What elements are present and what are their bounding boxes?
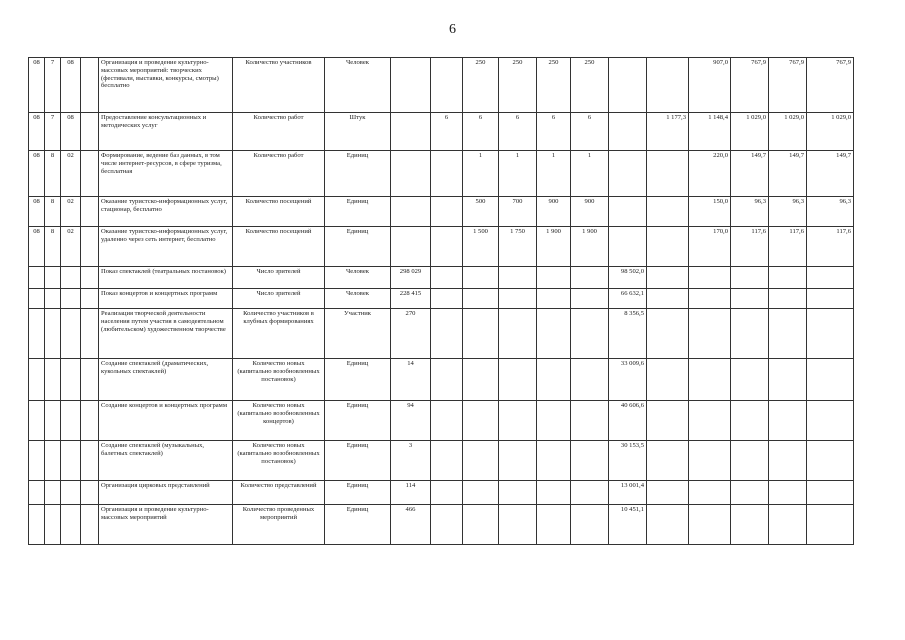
table-cell: 1 750 <box>499 227 537 267</box>
table-cell: 149,7 <box>731 151 769 197</box>
table-cell <box>391 58 431 113</box>
table-cell <box>807 359 854 401</box>
table-cell: Количество новых (капитально возобновленных концертов) <box>233 401 325 441</box>
table-cell: Единиц <box>325 505 391 545</box>
table-cell <box>431 197 463 227</box>
table-cell <box>29 267 45 289</box>
table-cell <box>647 481 689 505</box>
table-cell: Показ спектаклей (театральных постановок) <box>99 267 233 289</box>
table-cell: 08 <box>29 227 45 267</box>
table-cell <box>463 481 499 505</box>
table-cell: 907,0 <box>689 58 731 113</box>
table-cell: Штук <box>325 113 391 151</box>
table-cell <box>431 267 463 289</box>
table-cell <box>647 359 689 401</box>
table-cell: 250 <box>571 58 609 113</box>
table-cell <box>609 113 647 151</box>
table-cell <box>689 309 731 359</box>
table-cell <box>689 359 731 401</box>
table-cell: Организация и проведение культурно-массовых мероприятий <box>99 505 233 545</box>
table-cell <box>647 151 689 197</box>
budget-table <box>28 57 854 545</box>
table-cell <box>731 401 769 441</box>
table-cell <box>807 401 854 441</box>
table-cell <box>647 289 689 309</box>
table-cell: 02 <box>61 197 81 227</box>
table-cell <box>45 401 61 441</box>
table-cell: 250 <box>537 58 571 113</box>
table-cell: 150,0 <box>689 197 731 227</box>
table-cell <box>463 401 499 441</box>
table-cell: Количество работ <box>233 151 325 197</box>
table-cell <box>61 481 81 505</box>
table-row <box>29 309 854 359</box>
table-cell <box>463 309 499 359</box>
table-cell <box>571 289 609 309</box>
table-cell: 02 <box>61 151 81 197</box>
table-cell <box>769 401 807 441</box>
page-number: 6 <box>449 22 456 37</box>
table-cell <box>609 227 647 267</box>
table-cell: Единиц <box>325 481 391 505</box>
table-cell: Количество участников в клубных формированиях <box>233 309 325 359</box>
table-cell: 117,6 <box>731 227 769 267</box>
table-cell <box>45 267 61 289</box>
table-row <box>29 441 854 481</box>
table-cell <box>537 267 571 289</box>
table-row <box>29 267 854 289</box>
table-cell <box>647 441 689 481</box>
table-cell <box>609 197 647 227</box>
table-cell <box>29 441 45 481</box>
table-cell: 6 <box>431 113 463 151</box>
table-cell: 08 <box>29 58 45 113</box>
table-cell: 96,3 <box>807 197 854 227</box>
table-cell: Количество новых (капитально возобновленных постановок) <box>233 359 325 401</box>
table-cell <box>431 359 463 401</box>
table-cell: 7 <box>45 113 61 151</box>
table-cell: 6 <box>463 113 499 151</box>
table-cell <box>807 267 854 289</box>
table-cell: Число зрителей <box>233 267 325 289</box>
table-cell <box>81 401 99 441</box>
table-row <box>29 505 854 545</box>
table-cell <box>61 401 81 441</box>
table-cell <box>29 505 45 545</box>
table-cell <box>81 197 99 227</box>
table-cell <box>463 289 499 309</box>
table-cell: 149,7 <box>769 151 807 197</box>
table-cell <box>537 309 571 359</box>
table-cell: Создание спектаклей (драматических, кукольных спектаклей) <box>99 359 233 401</box>
table-cell: Количество участников <box>233 58 325 113</box>
table-cell: Единиц <box>325 441 391 481</box>
table-cell: 40 606,6 <box>609 401 647 441</box>
table-cell <box>45 359 61 401</box>
table-cell: Реализация творческой деятельности населения путем участия в самодеятельном (любительском) художественном творчестве <box>99 309 233 359</box>
table-cell <box>571 441 609 481</box>
table-cell <box>769 481 807 505</box>
table-row <box>29 481 854 505</box>
table-cell: Организация и проведение культурно-массовых мероприятий: творческих (фестивали, выставки, конкурсы, смотры) бесплатно <box>99 58 233 113</box>
table-cell: Оказание туристско-информационных услуг, стационар, бесплатно <box>99 197 233 227</box>
table-cell: 6 <box>571 113 609 151</box>
table-cell <box>81 58 99 113</box>
table-cell <box>647 309 689 359</box>
table-cell <box>61 289 81 309</box>
table-row <box>29 197 854 227</box>
table-cell <box>499 289 537 309</box>
table-cell: Человек <box>325 267 391 289</box>
table-cell: Единиц <box>325 227 391 267</box>
table-cell <box>769 289 807 309</box>
table-cell: 08 <box>61 113 81 151</box>
table-cell <box>499 267 537 289</box>
table-cell <box>391 227 431 267</box>
table-cell: 08 <box>29 197 45 227</box>
table-cell: 114 <box>391 481 431 505</box>
table-cell: Количество представлений <box>233 481 325 505</box>
table-cell: 08 <box>29 113 45 151</box>
table-cell <box>807 505 854 545</box>
table-cell <box>61 267 81 289</box>
table-cell <box>731 359 769 401</box>
table-cell <box>807 309 854 359</box>
table-cell: Оказание туристско-информационных услуг, удаленно через сеть интернет, бесплатно <box>99 227 233 267</box>
table-cell <box>391 113 431 151</box>
table-cell <box>537 289 571 309</box>
table-cell <box>29 359 45 401</box>
table-cell <box>769 359 807 401</box>
table-cell: 1 <box>537 151 571 197</box>
table-cell: 10 451,1 <box>609 505 647 545</box>
table-cell: Количество новых (капитально возобновленных постановок) <box>233 441 325 481</box>
table-cell: Количество работ <box>233 113 325 151</box>
table-cell <box>431 441 463 481</box>
table-cell: Число зрителей <box>233 289 325 309</box>
table-cell <box>61 505 81 545</box>
table-cell: 1 900 <box>537 227 571 267</box>
table-cell <box>499 309 537 359</box>
table-cell <box>571 359 609 401</box>
table-cell: 500 <box>463 197 499 227</box>
table-cell <box>689 441 731 481</box>
table-cell <box>731 441 769 481</box>
table-cell: 466 <box>391 505 431 545</box>
table-cell <box>571 267 609 289</box>
table-cell: 170,0 <box>689 227 731 267</box>
table-cell: 1 148,4 <box>689 113 731 151</box>
table-cell: 117,6 <box>807 227 854 267</box>
table-cell <box>499 401 537 441</box>
table-cell: 08 <box>29 151 45 197</box>
table-cell: 08 <box>61 58 81 113</box>
table-cell: Количество посещений <box>233 197 325 227</box>
table-row <box>29 227 854 267</box>
table-row <box>29 359 854 401</box>
table-cell: 66 632,1 <box>609 289 647 309</box>
table-cell: Показ концертов и концертных программ <box>99 289 233 309</box>
table-cell <box>81 359 99 401</box>
table-cell <box>647 197 689 227</box>
table-cell <box>499 505 537 545</box>
table-cell <box>463 359 499 401</box>
table-cell <box>499 359 537 401</box>
table-cell <box>609 151 647 197</box>
table-cell: 98 502,0 <box>609 267 647 289</box>
table-cell <box>61 359 81 401</box>
table-cell <box>463 505 499 545</box>
table-cell <box>807 441 854 481</box>
table-cell: 14 <box>391 359 431 401</box>
table-cell: 1 <box>571 151 609 197</box>
table-cell: 96,3 <box>731 197 769 227</box>
table-cell: 767,9 <box>731 58 769 113</box>
table-cell: 700 <box>499 197 537 227</box>
table-cell <box>647 505 689 545</box>
table-cell <box>431 401 463 441</box>
table-cell <box>807 481 854 505</box>
table-cell: 900 <box>571 197 609 227</box>
table-cell <box>431 505 463 545</box>
table-cell <box>571 481 609 505</box>
table-cell <box>391 197 431 227</box>
table-cell <box>647 227 689 267</box>
table-cell <box>807 289 854 309</box>
table-cell <box>731 481 769 505</box>
table-cell: 298 029 <box>391 267 431 289</box>
table-cell <box>61 309 81 359</box>
table-cell <box>769 441 807 481</box>
table-cell: 8 356,5 <box>609 309 647 359</box>
table-cell <box>689 505 731 545</box>
table-cell <box>537 481 571 505</box>
table-cell: 33 009,6 <box>609 359 647 401</box>
table-cell: 94 <box>391 401 431 441</box>
table-cell <box>81 227 99 267</box>
table-cell: Человек <box>325 58 391 113</box>
table-cell <box>431 309 463 359</box>
table-cell: Количество проведенных мероприятий <box>233 505 325 545</box>
table-cell: 96,3 <box>769 197 807 227</box>
table-cell <box>731 505 769 545</box>
table-cell: 1 029,0 <box>731 113 769 151</box>
table-cell: 6 <box>537 113 571 151</box>
table-cell <box>431 227 463 267</box>
table-cell: 1 <box>463 151 499 197</box>
table-cell <box>731 267 769 289</box>
table-cell <box>647 58 689 113</box>
table-cell: 30 153,5 <box>609 441 647 481</box>
table-cell <box>499 441 537 481</box>
table-cell <box>81 481 99 505</box>
table-cell: 1 <box>499 151 537 197</box>
table-cell <box>431 289 463 309</box>
table-cell <box>431 151 463 197</box>
table-cell: 02 <box>61 227 81 267</box>
table-cell: 8 <box>45 197 61 227</box>
table-cell: Единиц <box>325 359 391 401</box>
table-cell: 13 001,4 <box>609 481 647 505</box>
table-cell <box>29 289 45 309</box>
table-cell: Участник <box>325 309 391 359</box>
table-cell <box>537 401 571 441</box>
table-cell <box>609 58 647 113</box>
table-cell: 767,9 <box>769 58 807 113</box>
table-cell <box>391 151 431 197</box>
table-cell <box>769 505 807 545</box>
table-row <box>29 151 854 197</box>
table-cell: Создание концертов и концертных программ <box>99 401 233 441</box>
table-cell: 270 <box>391 309 431 359</box>
table-cell <box>29 481 45 505</box>
table-cell: 8 <box>45 227 61 267</box>
table-cell: 250 <box>499 58 537 113</box>
table-cell: Единиц <box>325 151 391 197</box>
table-cell: 250 <box>463 58 499 113</box>
table-cell <box>81 289 99 309</box>
table-cell <box>731 309 769 359</box>
table-cell <box>45 441 61 481</box>
table-cell: 6 <box>499 113 537 151</box>
table-cell <box>571 309 609 359</box>
table-cell: 1 029,0 <box>769 113 807 151</box>
table-cell <box>81 309 99 359</box>
table-cell <box>769 309 807 359</box>
table-cell <box>689 481 731 505</box>
table-cell <box>647 267 689 289</box>
table-row <box>29 113 854 151</box>
table-cell: Создание спектаклей (музыкальных, балетных спектаклей) <box>99 441 233 481</box>
table-cell <box>29 401 45 441</box>
table-cell: 149,7 <box>807 151 854 197</box>
table-cell <box>647 401 689 441</box>
table-cell <box>29 309 45 359</box>
table-cell <box>45 505 61 545</box>
table-cell: Организация цирковых представлений <box>99 481 233 505</box>
table-cell: 228 415 <box>391 289 431 309</box>
table-cell: 3 <box>391 441 431 481</box>
table-cell: 1 500 <box>463 227 499 267</box>
table-cell <box>689 289 731 309</box>
table-cell <box>61 441 81 481</box>
table-cell: Человек <box>325 289 391 309</box>
table-cell <box>463 441 499 481</box>
table-cell: 900 <box>537 197 571 227</box>
table-cell <box>45 309 61 359</box>
table-row <box>29 289 854 309</box>
table-cell: 1 900 <box>571 227 609 267</box>
table-cell: Предоставление консультационных и методических услуг <box>99 113 233 151</box>
table-cell <box>571 505 609 545</box>
table-cell <box>81 151 99 197</box>
table-cell: 767,9 <box>807 58 854 113</box>
table-cell <box>769 267 807 289</box>
table-cell <box>45 481 61 505</box>
table-cell: Формирование, ведение баз данных, в том числе интернет-ресурсов, в сфере туризма, бесплатная <box>99 151 233 197</box>
table-cell <box>463 267 499 289</box>
table-row <box>29 401 854 441</box>
table-cell <box>537 505 571 545</box>
table-cell <box>81 505 99 545</box>
table-cell: 8 <box>45 151 61 197</box>
table-cell <box>81 267 99 289</box>
table-cell: 220,0 <box>689 151 731 197</box>
table-cell <box>499 481 537 505</box>
table-cell <box>571 401 609 441</box>
table-cell <box>537 359 571 401</box>
table-cell <box>431 481 463 505</box>
table-cell <box>431 58 463 113</box>
table-cell <box>81 113 99 151</box>
table-cell: 7 <box>45 58 61 113</box>
table-cell: 1 177,3 <box>647 113 689 151</box>
table-cell <box>537 441 571 481</box>
table-cell <box>731 289 769 309</box>
table-cell: 1 029,0 <box>807 113 854 151</box>
table-cell <box>689 267 731 289</box>
table-cell <box>81 441 99 481</box>
table-cell: Единиц <box>325 197 391 227</box>
table-cell: 117,6 <box>769 227 807 267</box>
table-cell: Количество посещений <box>233 227 325 267</box>
table-cell <box>689 401 731 441</box>
table-cell <box>45 289 61 309</box>
table-row <box>29 58 854 113</box>
table-cell: Единиц <box>325 401 391 441</box>
